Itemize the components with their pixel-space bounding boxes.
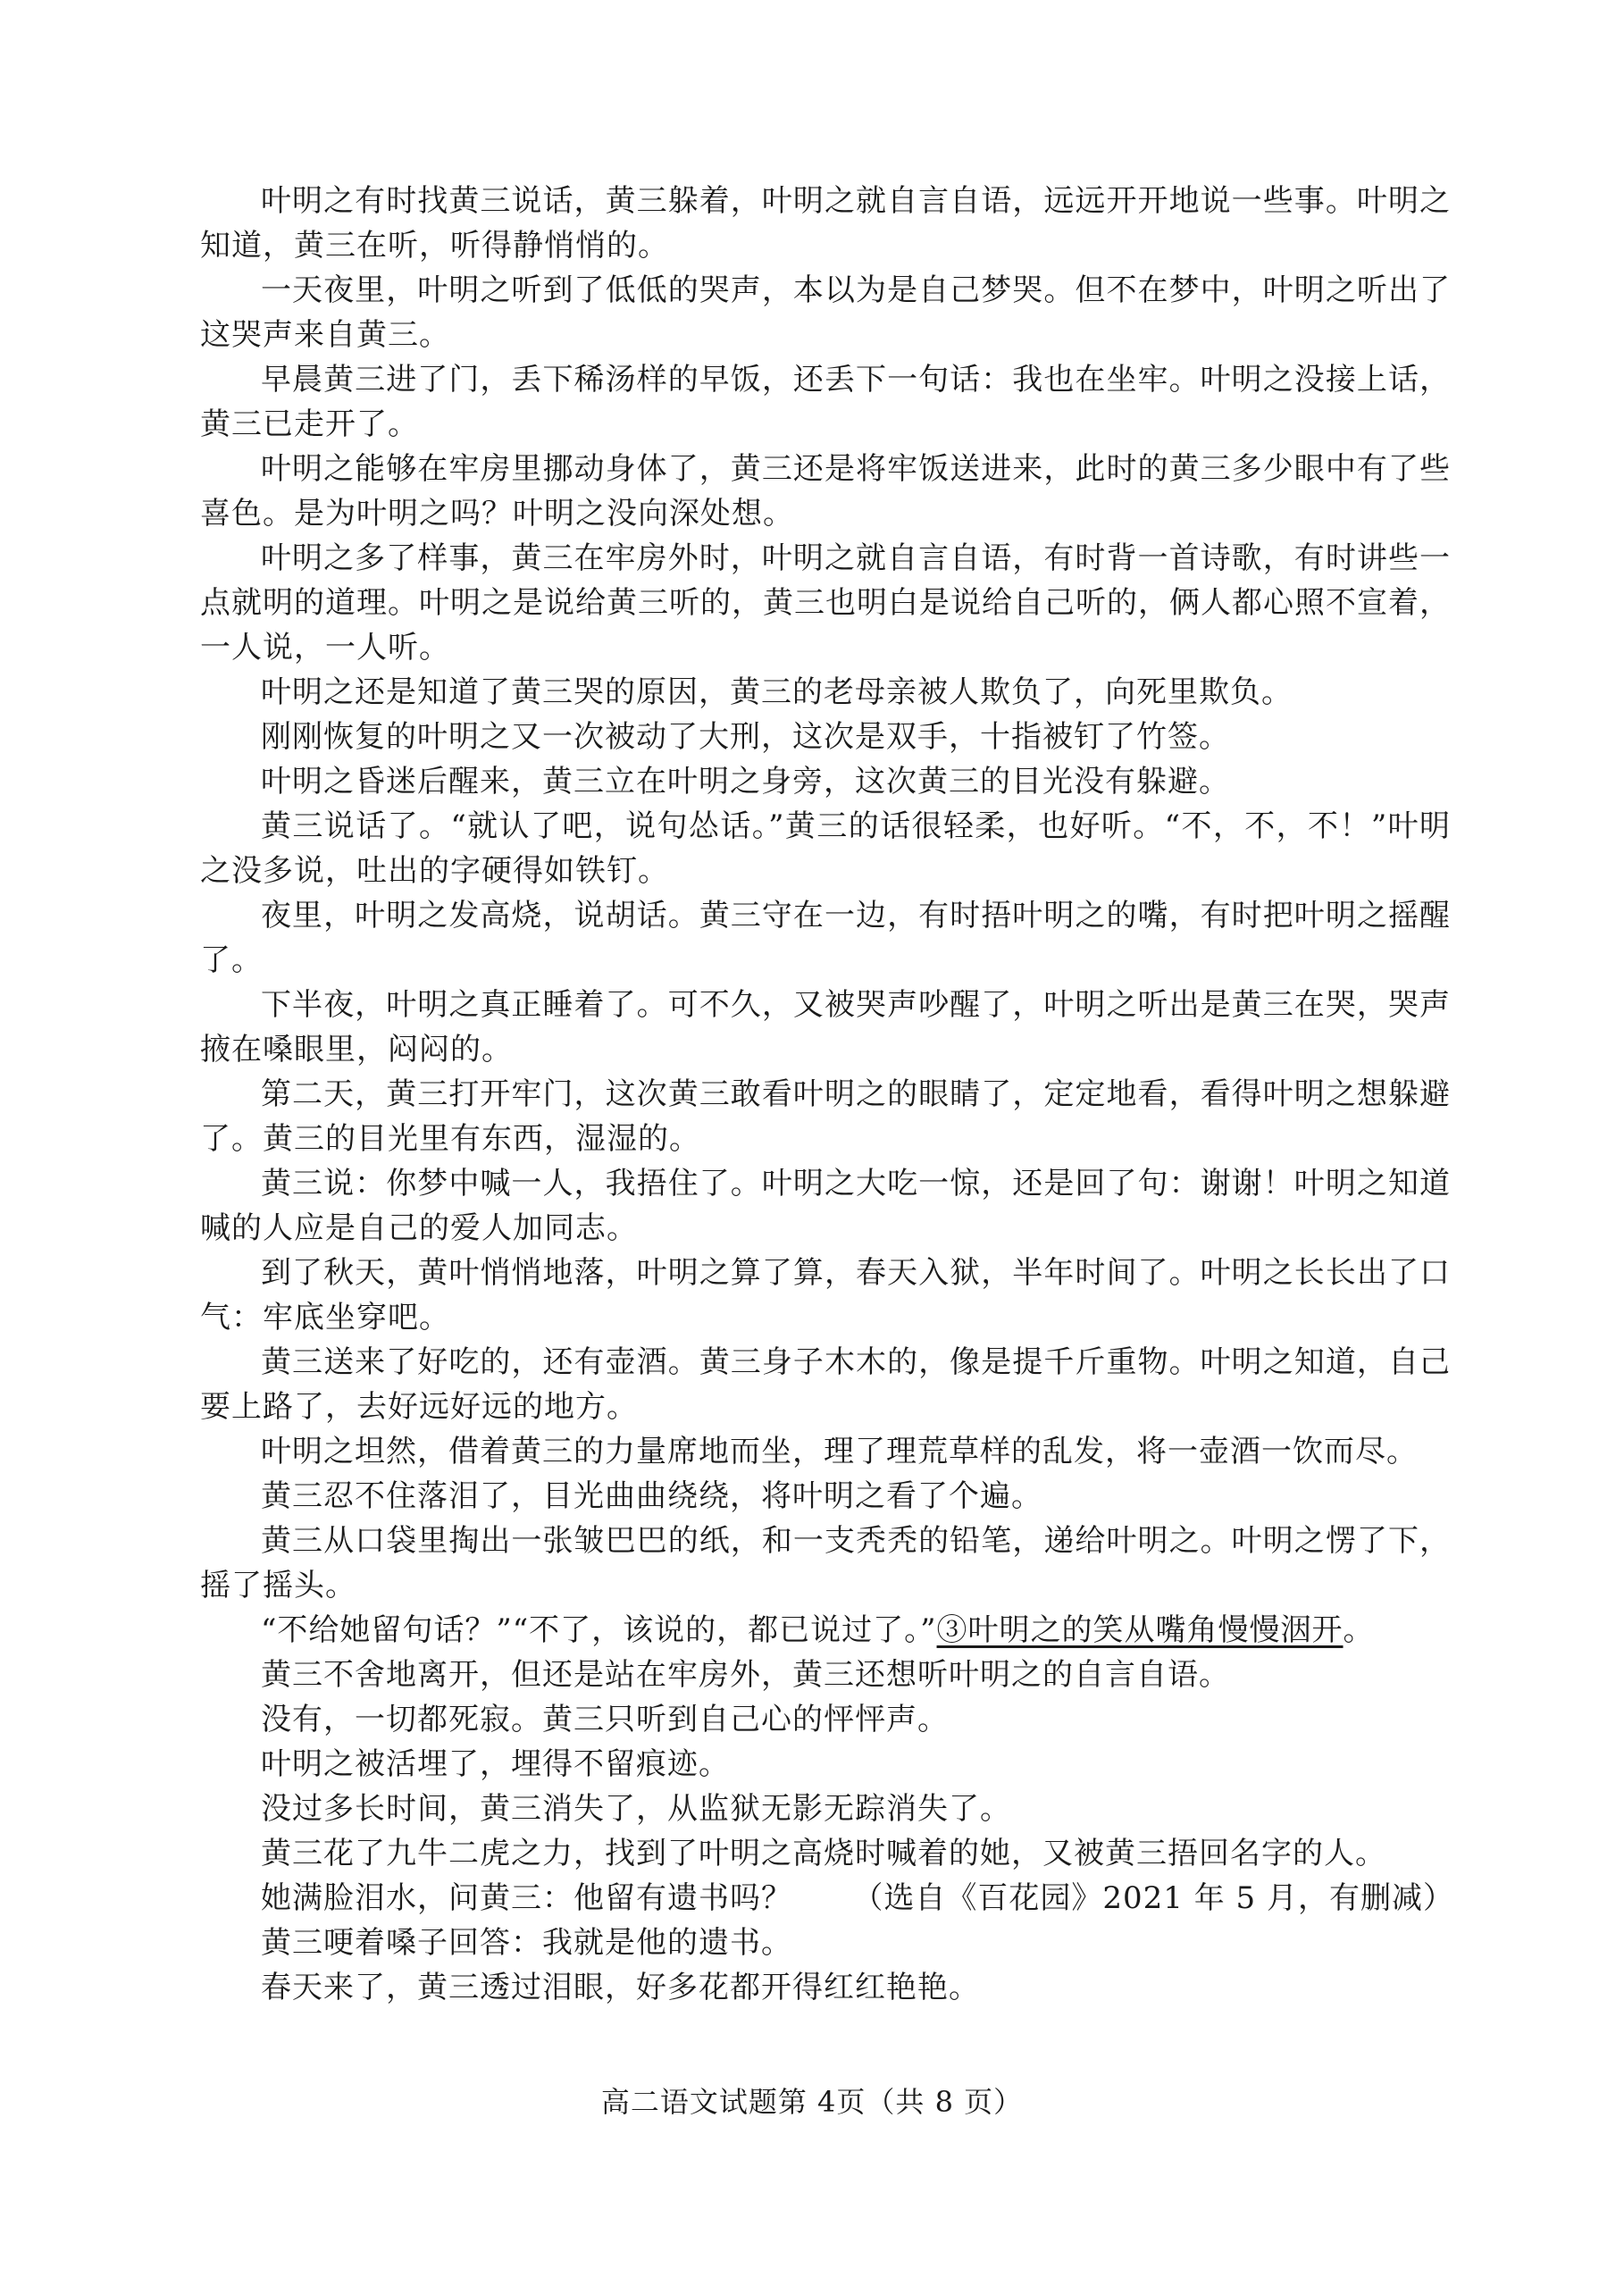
story-paragraph	[200, 1742, 1451, 1787]
underlined-sentence: ③叶明之的笑从嘴角慢慢洇开	[936, 1612, 1344, 1648]
story-paragraph	[200, 1697, 1451, 1742]
story-paragraph	[200, 759, 1451, 804]
paragraph-text: 刚刚恢复的叶明之又一次被动了大刑，这次是双手，十指被钉了竹签。	[261, 719, 1230, 755]
paragraph-text: 早晨黄三进了门，丢下稀汤样的早饭，还丢下一句话：我也在坐牢。叶明之没接上话，黄三已走开了。	[200, 362, 1451, 442]
story-paragraph	[200, 1831, 1451, 1876]
story-paragraph	[200, 1161, 1451, 1251]
story-paragraph	[200, 804, 1451, 893]
story-paragraph	[200, 893, 1451, 983]
story-paragraph	[200, 1072, 1451, 1161]
paragraph-text: 黄三说：你梦中喊一人，我捂住了。叶明之大吃一惊，还是回了句：谢谢！叶明之知道喊的人应是自己的爱人加同志。	[200, 1166, 1451, 1246]
paragraph-text: 叶明之多了样事，黄三在牢房外时，叶明之就自言自语，有时背一首诗歌，有时讲些一点就明的道理。叶明之是说给黄三听的，黄三也明白是说给自己听的，俩人都心照不宣着，一人说，一人听。	[200, 540, 1451, 665]
paragraph-text: 叶明之昏迷后醒来，黄三立在叶明之身旁，这次黄三的目光没有躲避。	[261, 764, 1230, 799]
paragraph-text: 叶明之能够在牢房里挪动身体了，黄三还是将牢饭送进来，此时的黄三多少眼中有了些喜色。是为叶明之吗？叶明之没向深处想。	[200, 451, 1451, 531]
paragraph-text: 叶明之坦然，借着黄三的力量席地而坐，理了理荒草样的乱发，将一壶酒一饮而尽。	[261, 1434, 1418, 1469]
paragraph-tail: 。	[1343, 1612, 1375, 1648]
paragraph-text: 没有，一切都死寂。黄三只听到自己心的怦怦声。	[261, 1702, 949, 1737]
paragraph-text: 叶明之有时找黄三说话，黄三躲着，叶明之就自言自语，远远开开地说一些事。叶明之知道，黄三在听，听得静悄悄的。	[200, 183, 1451, 264]
paragraph-text: 黄三不舍地离开，但还是站在牢房外，黄三还想听叶明之的自言自语。	[261, 1657, 1230, 1693]
story-paragraph	[200, 357, 1451, 447]
paragraph-text: 叶明之还是知道了黄三哭的原因，黄三的老母亲被人欺负了，向死里欺负。	[261, 674, 1293, 710]
story-paragraph	[200, 268, 1451, 357]
story-paragraph	[200, 983, 1451, 1072]
story-paragraph	[200, 1787, 1451, 1831]
story-paragraph	[200, 1653, 1451, 1697]
paragraph-text: 黄三说话了。“就认了吧，说句怂话。”黄三的话很轻柔，也好听。“不，不，不！”叶明之没多说，吐出的字硬得如铁钉。	[200, 808, 1451, 889]
source-citation: （选自《百花园》2021 年 5 月，有删减）	[852, 1880, 1454, 1916]
paragraph-text: 没过多长时间，黄三消失了，从监狱无影无踪消失了。	[261, 1791, 1011, 1827]
story-paragraph	[200, 670, 1451, 715]
story-paragraph	[200, 1429, 1451, 1474]
story-paragraph	[200, 536, 1451, 670]
paragraph-text: 春天来了，黄三透过泪眼，好多花都开得红红艳艳。	[261, 1970, 980, 2005]
paragraph-text: 她满脸泪水，问黄三：他留有遗书吗？	[261, 1880, 792, 1916]
paragraph-text: “不给她留句话？”“不了，该说的，都已说过了。”	[261, 1612, 937, 1648]
story-paragraph	[200, 715, 1451, 759]
paragraph-text: 第二天，黄三打开牢门，这次黄三敢看叶明之的眼睛了，定定地看，看得叶明之想躲避了。黄三的目光里有东西，湿湿的。	[200, 1076, 1451, 1157]
story-paragraph	[200, 1519, 1451, 1608]
story-paragraph	[200, 447, 1451, 536]
paragraph-text: 一天夜里，叶明之听到了低低的哭声，本以为是自己梦哭。但不在梦中，叶明之听出了这哭声来自黄三。	[200, 272, 1451, 353]
story-paragraph	[200, 1251, 1451, 1340]
paragraph-text: 叶明之被活埋了，埋得不留痕迹。	[261, 1746, 730, 1782]
story-paragraph	[200, 179, 1451, 268]
paragraph-text: 黄三花了九牛二虎之力，找到了叶明之高烧时喊着的她，又被黄三捂回名字的人。	[261, 1836, 1386, 1871]
paragraph-text: 黄三哽着嗓子回答：我就是他的遗书。	[261, 1925, 792, 1961]
story-paragraph	[200, 1340, 1451, 1429]
page-footer: 高二语文试题第 4页（共 8 页）	[600, 2085, 1024, 2119]
story-paragraph	[200, 1921, 1451, 1965]
paragraph-text: 黄三从口袋里掏出一张皱巴巴的纸，和一支秃秃的铅笔，递给叶明之。叶明之愣了下，摇了摇头。	[200, 1523, 1451, 1603]
story-body	[200, 179, 1451, 2010]
paragraph-text: 下半夜，叶明之真正睡着了。可不久，又被哭声吵醒了，叶明之听出是黄三在哭，哭声掖在嗓眼里，闷闷的。	[200, 987, 1451, 1067]
paragraph-text: 黄三忍不住落泪了，目光曲曲绕绕，将叶明之看了个遍。	[261, 1478, 1042, 1514]
story-paragraph	[200, 1474, 1451, 1519]
paragraph-text: 到了秋天，黄叶悄悄地落，叶明之算了算，春天入狱，半年时间了。叶明之长长出了口气：牢底坐穿吧。	[200, 1255, 1451, 1335]
story-paragraph	[200, 1965, 1451, 2010]
paragraph-text: 黄三送来了好吃的，还有壶酒。黄三身子木木的，像是提千斤重物。叶明之知道，自己要上路了，去好远好远的地方。	[200, 1344, 1451, 1425]
paragraph-text: 夜里，叶明之发高烧，说胡话。黄三守在一边，有时捂叶明之的嘴，有时把叶明之摇醒了。	[200, 898, 1451, 978]
story-paragraph	[200, 1608, 1451, 1653]
